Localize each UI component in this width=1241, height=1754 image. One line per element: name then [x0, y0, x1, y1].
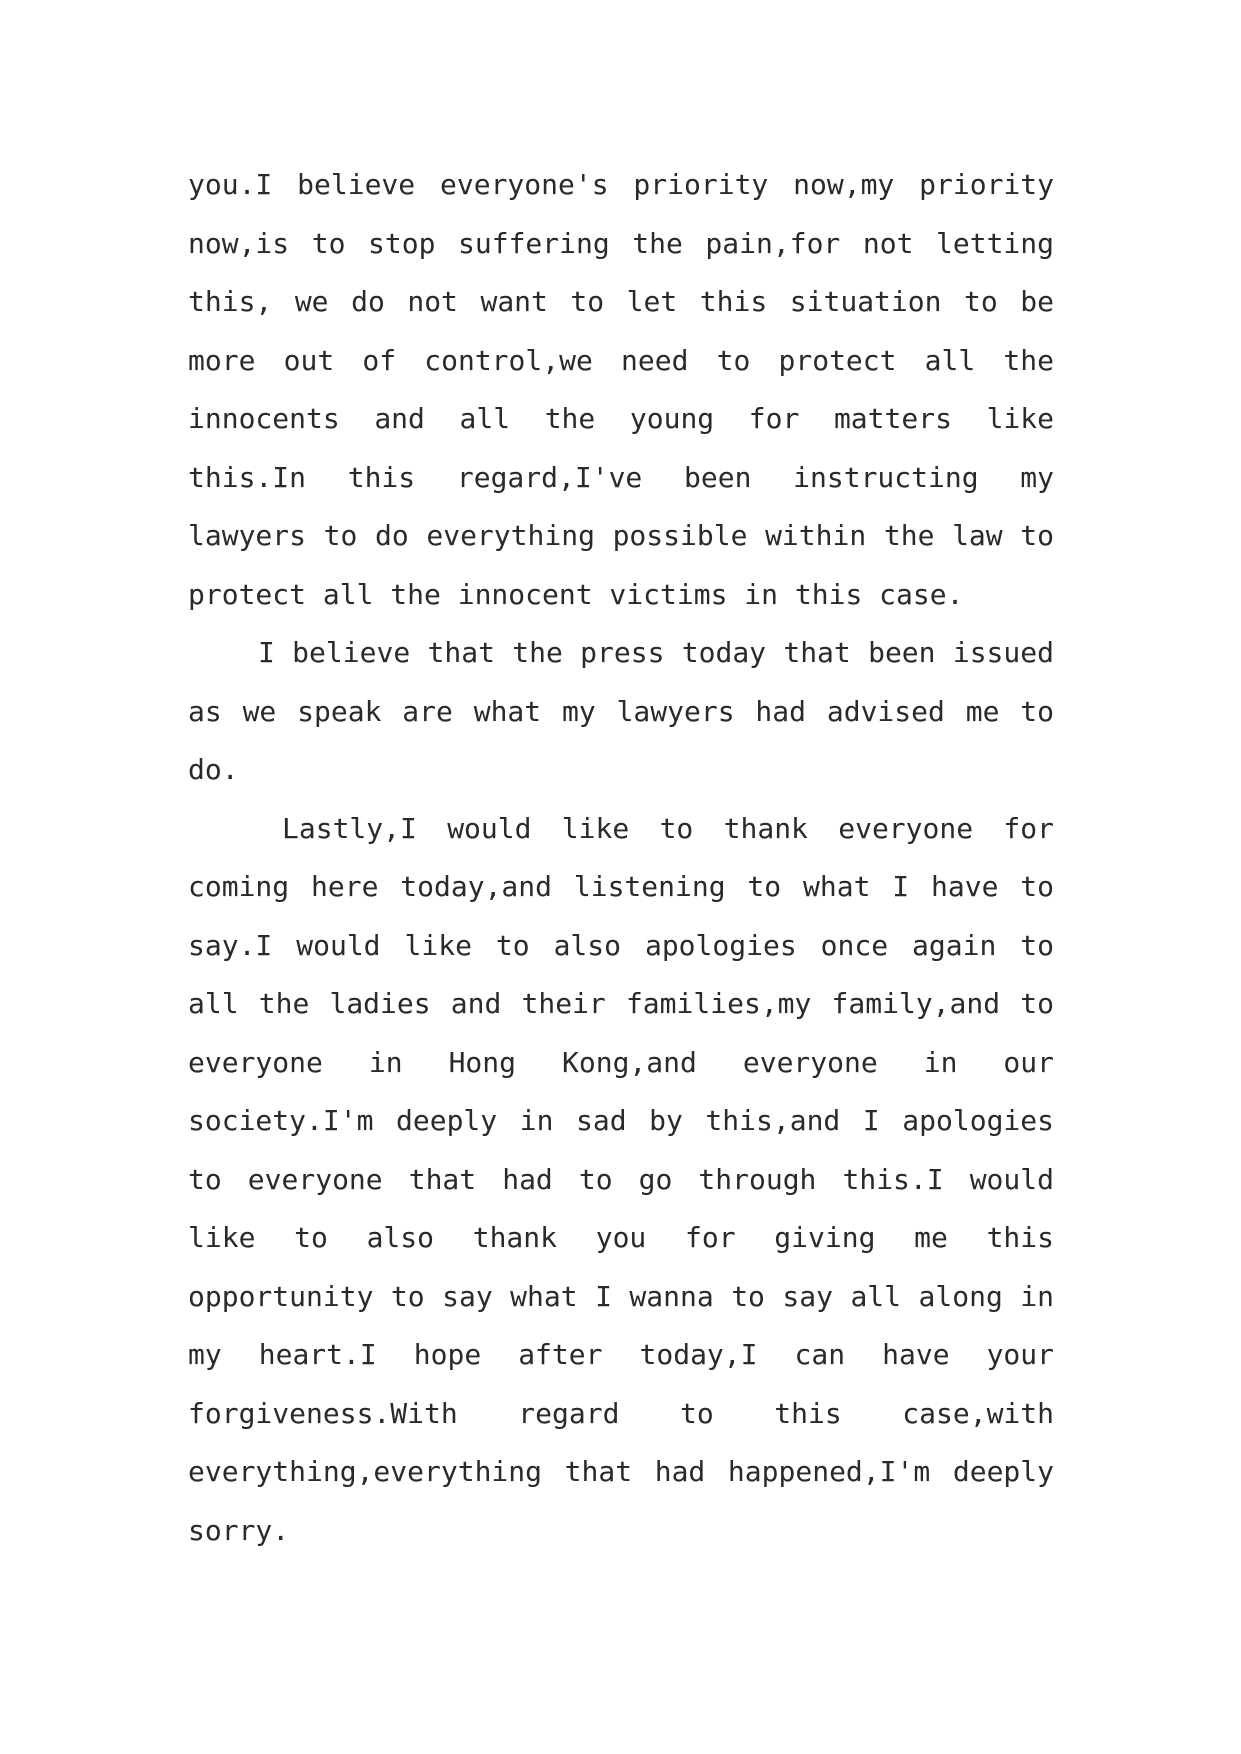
document-body — [188, 156, 1054, 1560]
paragraph-1: you.I believe everyone's priority now,my priority now,is to stop suffering the pain,for not letting this, we do not want to let this situation to be more out of control,we need to protect all the innocents and all the young for matters like this.In this regard,I've been instructing my lawyers to do everything possible within the law to protect all the innocent victims in this case. — [188, 168, 1054, 611]
paragraph-3: Lastly,I would like to thank everyone for coming here today,and listening to what I have to say.I would like to also apologies once again to all the ladies and their families,my family,and to everyone in Hong Kong,and everyone in our society.I'm deeply in sad by this,and I apologies to everyone that had to go through this.I would like to also thank you for giving me this opportunity to say what I wanna to say all along in my heart.I hope after today,I can have your forgiveness.With regard to this case,with everything,everything that had happened,I'm deeply sorry. — [188, 811, 1054, 1547]
paragraph-2: I believe that the press today that been issued as we speak are what my lawyers had advised me to do. — [188, 636, 1054, 786]
